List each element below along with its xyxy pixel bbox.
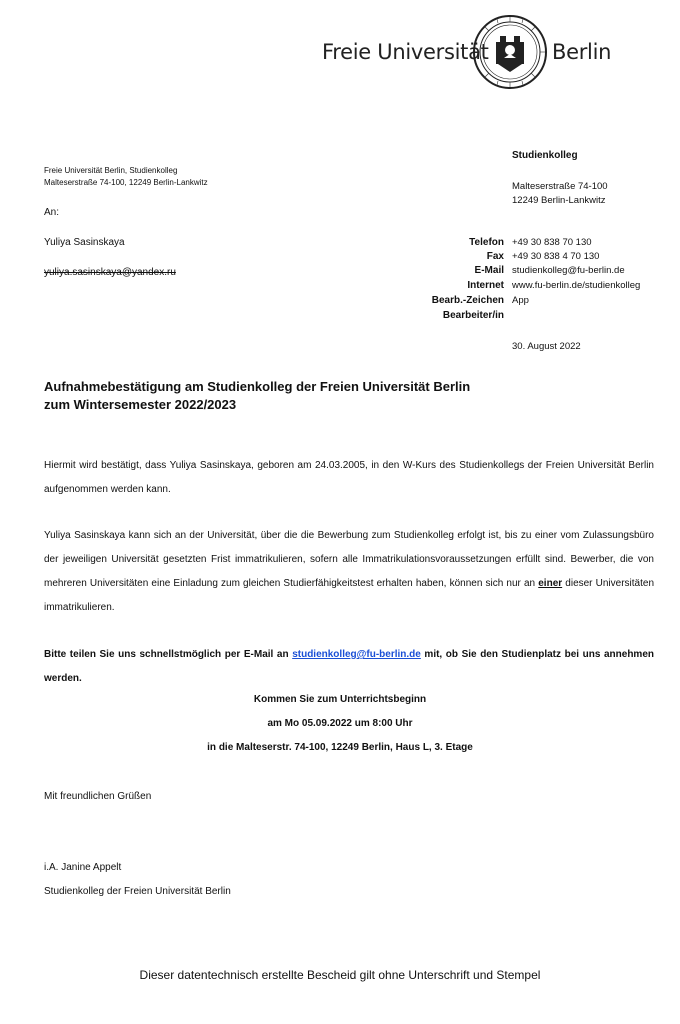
signer-organization: Studienkolleg der Freien Universität Berlin <box>44 886 231 897</box>
recipient-label: An: <box>44 207 60 218</box>
reply-request-text: Bitte teilen Sie uns schnellstmöglich per E-Mail an <box>44 649 293 660</box>
start-notice-line-1: Kommen Sie zum Unterrichtsbeginn <box>253 694 427 705</box>
recipient-email: yuliya.sasinskaya@yandex.ru <box>44 267 176 278</box>
subject-line-1: Aufnahmebestätigung am Studienkolleg der Freien Universität Berlin <box>44 379 471 394</box>
contact-label: Fax <box>486 251 504 262</box>
paragraph-enrollment <box>44 524 654 620</box>
sender-line-2: Malteserstraße 74-100, 12249 Berlin-Lankwitz <box>44 178 208 187</box>
contact-label: Internet <box>467 280 504 291</box>
brand-left: Freie Universität <box>322 40 489 64</box>
sender-line-1: Freie Universität Berlin, Studienkolleg <box>44 166 178 175</box>
contact-label: Bearbeiter/in <box>442 310 504 321</box>
reply-request-end: mit, ob Sie den Studienplatz bei uns annehmen werden. <box>44 649 654 684</box>
letter-date: 30. August 2022 <box>512 341 581 352</box>
emphasis-einer: einer <box>538 578 563 589</box>
university-seal-icon <box>472 14 548 90</box>
start-notice-line-3: in die Malteserstr. 74-100, 12249 Berlin, Haus L, 3. Etage <box>207 742 473 753</box>
greeting: Mit freundlichen Grüßen <box>44 791 152 802</box>
paragraph-enrollment-text: Yuliya Sasinskaya kann sich an der Universität, über die die Bewerbung zum Studienkolleg erfolgt ist, bis zu einer vom Zulassungsbüro der jeweiligen Universität gesetzten Frist immatrikulieren, sofern alle Immatrikulationsvoraussetzungen erfüllt sind. Bewerber, die von mehreren Universitäten eine Einladung zum gleichen Studierfähigkeitstest erhalten haben, können sich nur an <box>44 530 654 589</box>
start-notice-line-2: am Mo 05.09.2022 um 8:00 Uhr <box>267 718 413 729</box>
footer-note: Dieser datentechnisch erstellte Bescheid gilt ohne Unterschrift und Stempel <box>139 968 541 982</box>
email-link[interactable]: studienkolleg@fu-berlin.de <box>292 649 421 660</box>
brand-right: Berlin <box>552 40 612 64</box>
office-name: Studienkolleg <box>512 150 578 161</box>
office-street: Malteserstraße 74-100 <box>512 181 608 192</box>
signer-name: i.A. Janine Appelt <box>44 862 122 873</box>
contact-label: E-Mail <box>474 265 504 276</box>
subject-line-2: zum Wintersemester 2022/2023 <box>44 397 237 412</box>
paragraph-confirmation: Hiermit wird bestätigt, dass Yuliya Sasinskaya, geboren am 24.03.2005, in den W-Kurs des Studienkollegs der Freien Universität Berlin aufgenommen werden kann. <box>44 460 654 495</box>
recipient-name: Yuliya Sasinskaya <box>44 237 125 248</box>
contact-value: www.fu-berlin.de/studienkolleg <box>512 280 641 291</box>
contact-label: Bearb.-Zeichen <box>431 295 504 306</box>
contact-value: App <box>512 295 529 306</box>
contact-value: studienkolleg@fu-berlin.de <box>512 265 625 276</box>
paragraph-enrollment-end: dieser Universitäten immatrikulieren. <box>44 578 655 613</box>
paragraph-reply-request <box>44 643 654 691</box>
office-city: 12249 Berlin-Lankwitz <box>512 195 606 206</box>
contact-value: +49 30 838 4 70 130 <box>512 251 600 262</box>
contact-label: Telefon <box>469 237 504 248</box>
contact-value: +49 30 838 70 130 <box>512 237 592 248</box>
